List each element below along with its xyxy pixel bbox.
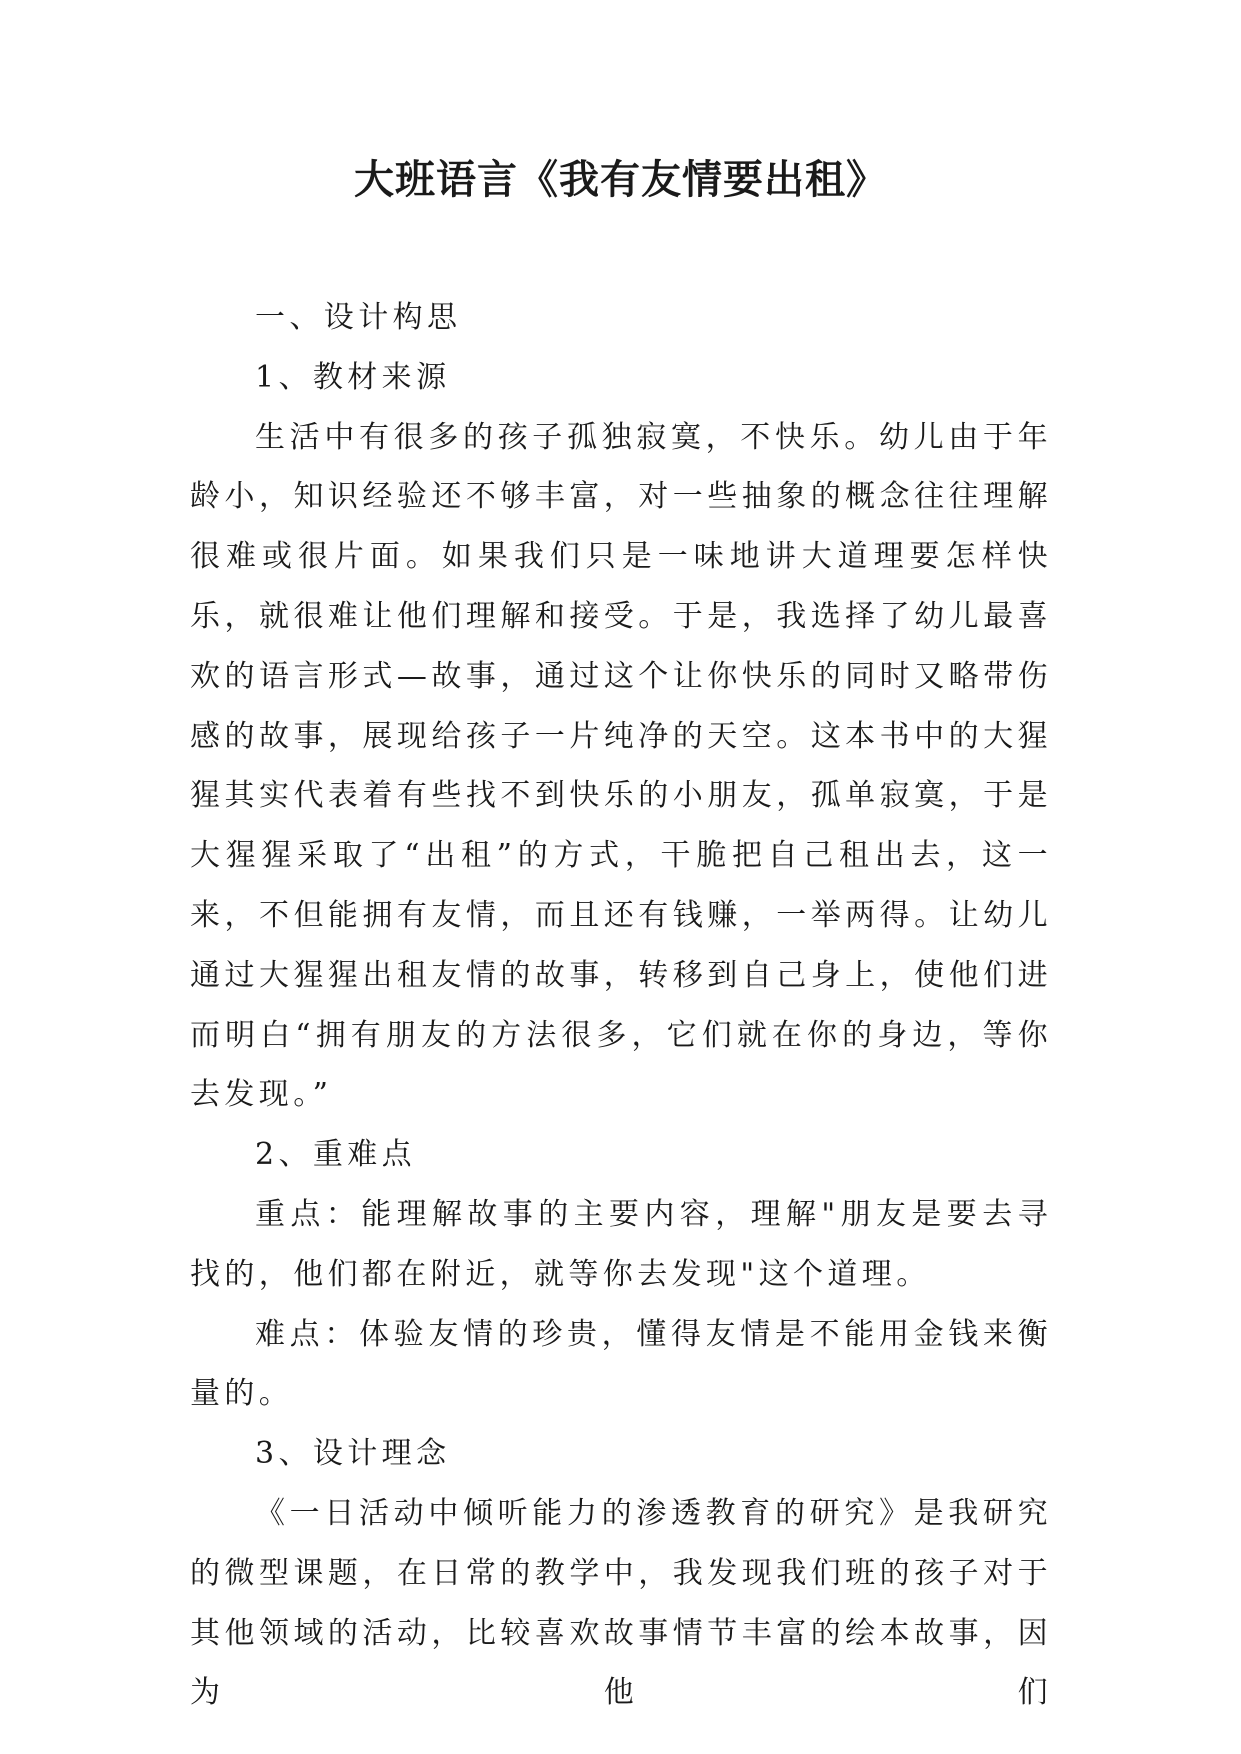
- subheading-material-source: 1、教材来源: [255, 359, 451, 395]
- paragraph-key-point: 重点：能理解故事的主要内容，理解"朋友是要去寻找的，他们都在附近，就等你去发现"这个道理。: [190, 1196, 1052, 1292]
- subheading-key-points: 2、重难点: [255, 1137, 417, 1173]
- heading-design-concept: 一、设计构思: [255, 300, 462, 335]
- document-title: 大班语言《我有友情要出租》: [354, 157, 887, 203]
- paragraph-material-source: 生活中有很多的孩子孤独寂寞，不快乐。幼儿由于年龄小，知识经验还不够丰富，对一些抽象的概念往往理解很难或很片面。如果我们只是一味地讲大道理要怎样快乐，就很难让他们理解和接受。于是，我选择了幼儿最喜欢的语言形式—故事，通过这个让你快乐的同时又略带伤感的故事，展现给孩子一片纯净的天空。这本书中的大猩猩其实代表着有些找不到快乐的小朋友，孤单寂寞，于是大猩猩采取了“出租”的方式，干脆把自己租出去，这一来，不但能拥有友情，而且还有钱赚，一举两得。让幼儿通过大猩猩出租友情的故事，转移到自己身上，使他们进而明白“拥有朋友的方法很多，它们就在你的身边，等你去发现。”: [190, 419, 1052, 1113]
- document-body: [190, 288, 1052, 1723]
- paragraph-design-philosophy: 《一日活动中倾听能力的渗透教育的研究》是我研究的微型课题，在日常的教学中，我发现我们班的孩子对于其他领域的活动，比较喜欢故事情节丰富的绘本故事，因为他们: [190, 1495, 1052, 1711]
- subheading-design-philosophy: 3、设计理念: [255, 1436, 451, 1472]
- paragraph-difficult-point: 难点：体验友情的珍贵，懂得友情是不能用金钱来衡量的。: [190, 1316, 1052, 1412]
